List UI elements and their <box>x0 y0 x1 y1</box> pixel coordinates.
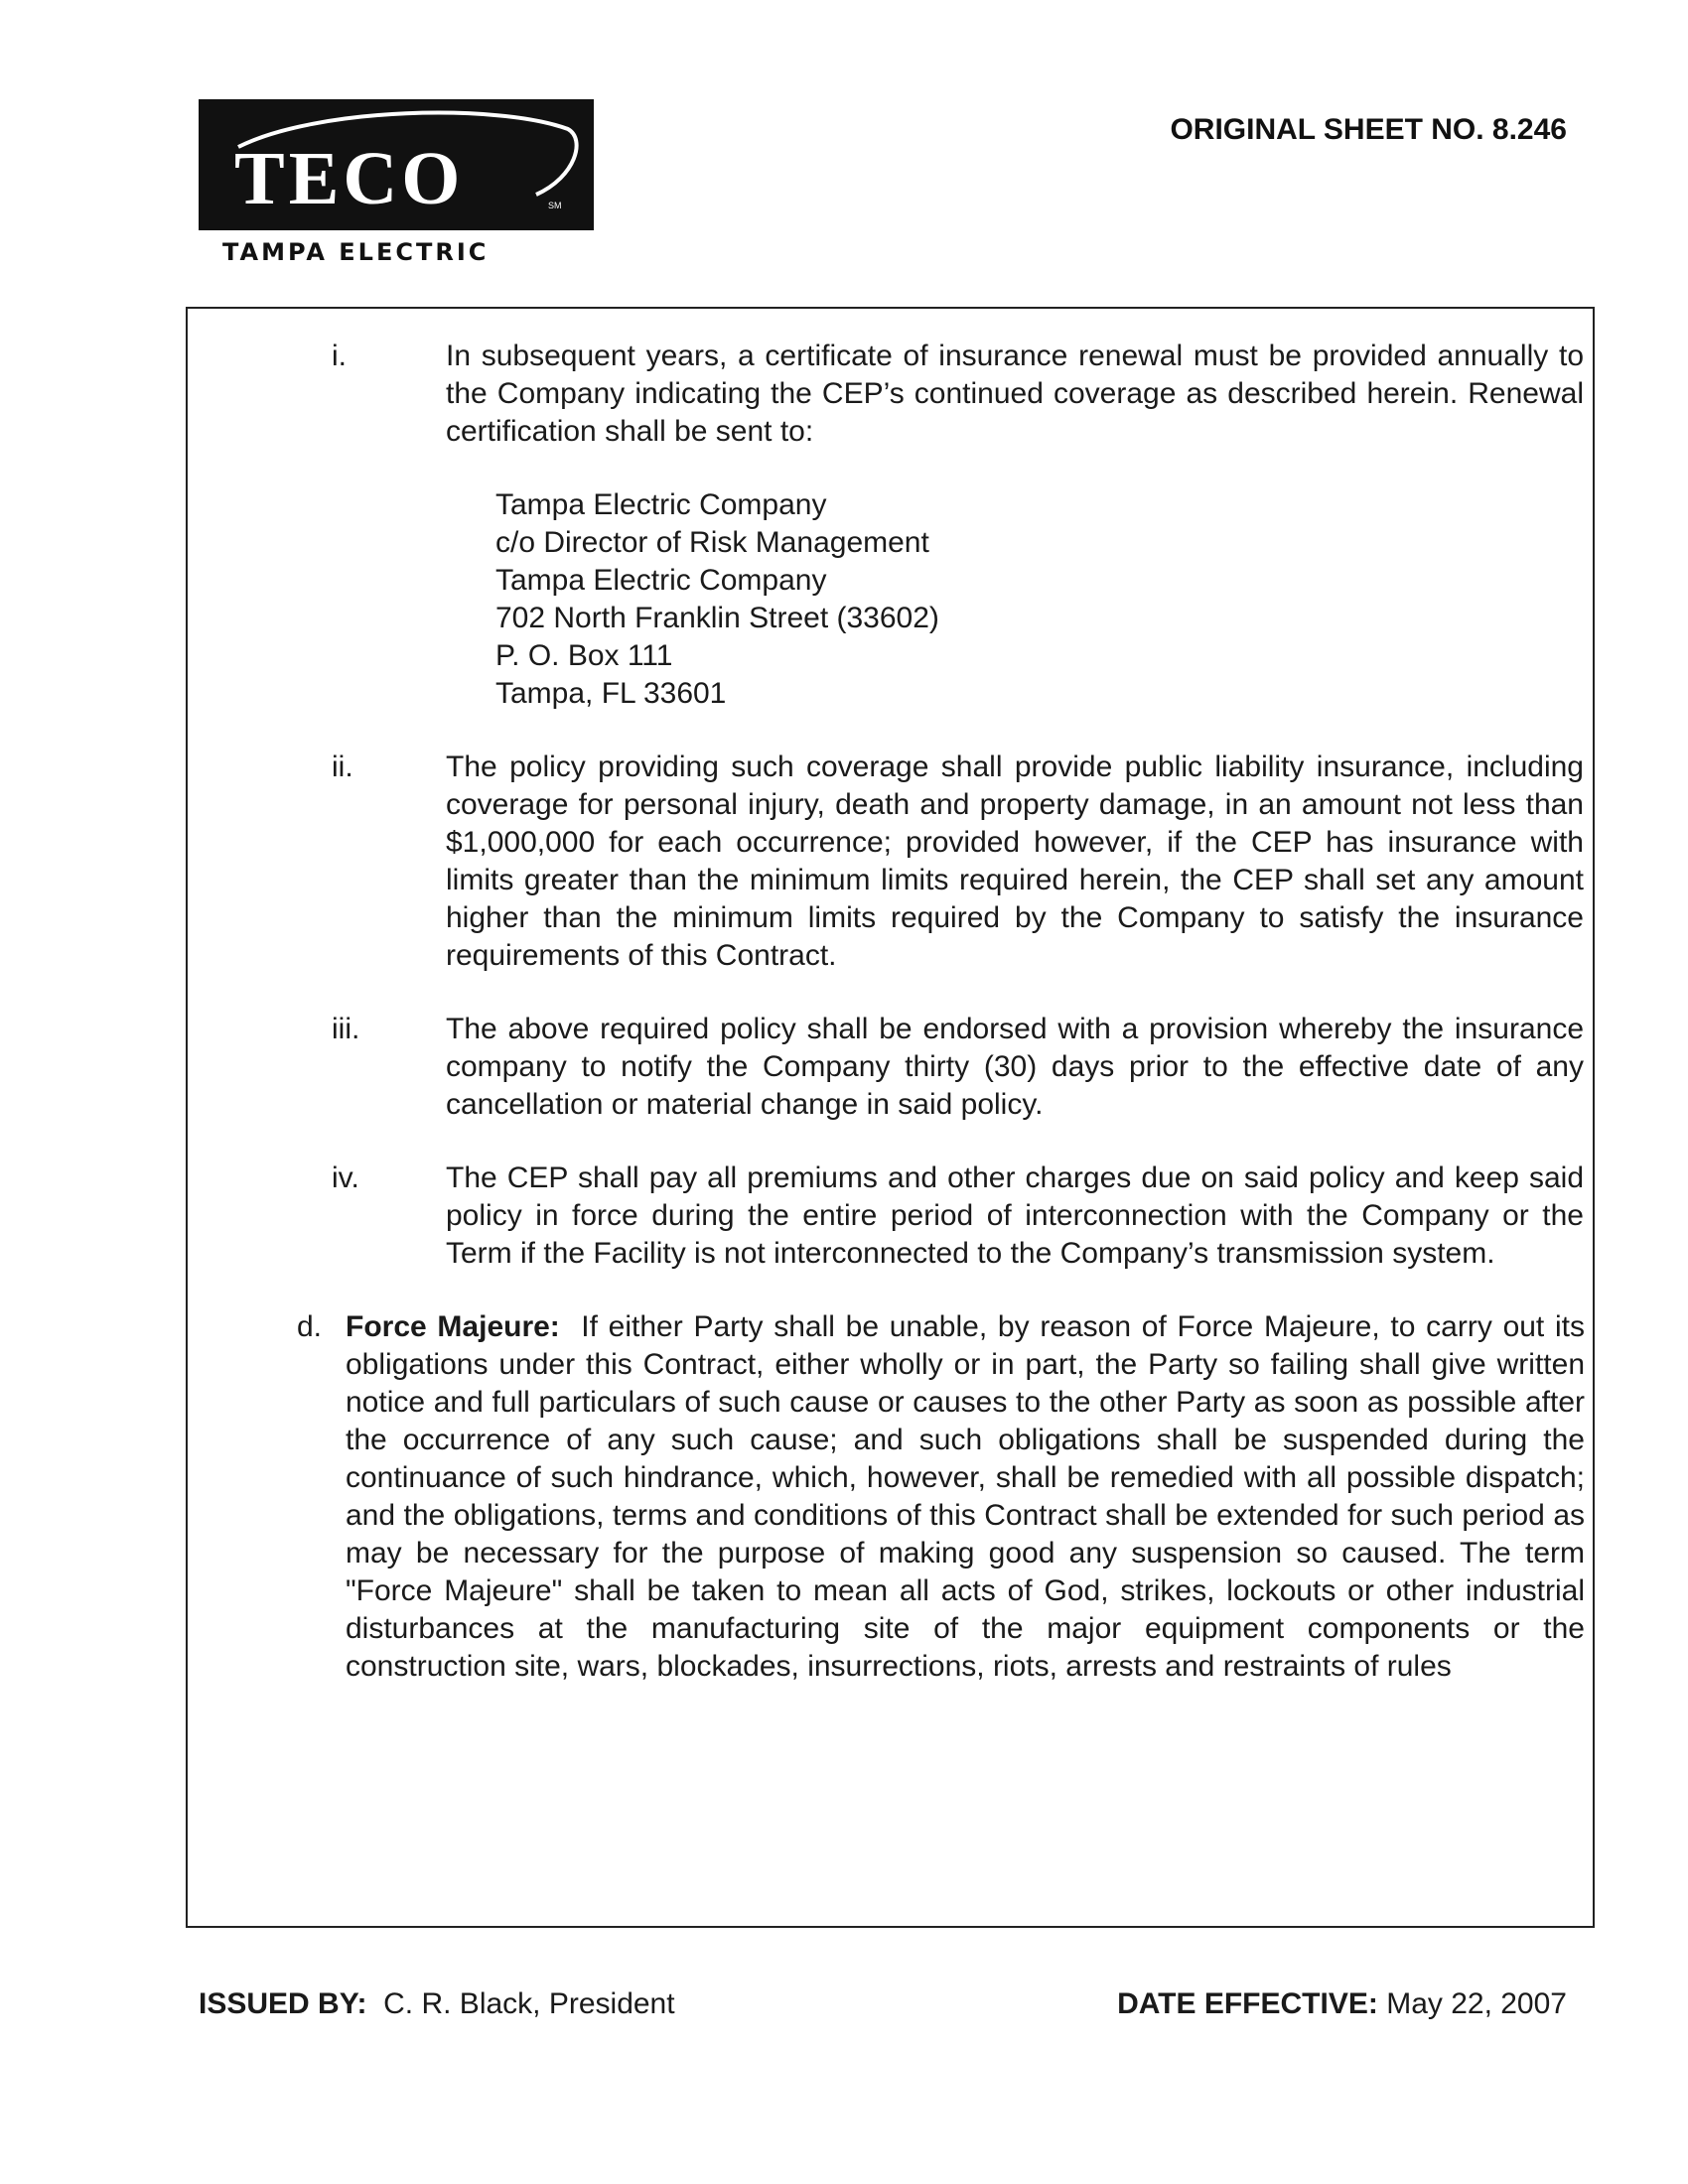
address-line: Tampa, FL 33601 <box>495 677 727 710</box>
clause-label: d. <box>297 1310 323 1343</box>
clause-ii <box>332 749 1584 975</box>
date-effective-value: May 22, 2007 <box>1386 1987 1567 2020</box>
clause-iv <box>332 1160 1584 1273</box>
clause-text <box>346 1308 1585 1686</box>
clause-body: If either Party shall be unable, by reason of Force Majeure, to carry out its obligations under this Contract, either wholly or in part, the Party so failing shall give written notice and full particulars of such cause or causes to the other Party as soon as possible after the occurrence of any such cause; and such obligations shall be suspended during the continuance of such hindrance, which, however, shall be remedied with all possible dispatch; and the obligations, terms and conditions of this Contract shall be extended for such period as may be necessary for the purpose of making good any suspension so caused. The term "Force Majeure" shall be taken to mean all acts of God, strikes, lockouts or other industrial disturbances at the manufacturing site of the major equipment components or the construction site, wars, blockades, insurrections, riots, arrests and restraints of rules <box>346 1310 1586 1683</box>
clause-d-force-majeure <box>297 1308 1586 1686</box>
address-line: 702 North Franklin Street (33602) <box>495 602 939 634</box>
clause-label: iv. <box>332 1161 359 1194</box>
document-body <box>186 338 1595 1686</box>
clause-heading: Force Majeure: <box>346 1310 560 1343</box>
clause-label: ii. <box>332 751 353 783</box>
issued-by-label: ISSUED BY: <box>199 1987 367 2020</box>
address-line: Tampa Electric Company <box>495 564 827 597</box>
sheet-number: ORIGINAL SHEET NO. 8.246 <box>1170 113 1567 146</box>
clause-label: i. <box>332 340 347 372</box>
clause-iii <box>332 1011 1584 1124</box>
clause-text: The CEP shall pay all premiums and other charges due on said policy and keep said policy in force during the entire period of interconnection with the Company or the Term if the Facility is not interconnected to the Company’s transmission system. <box>446 1161 1584 1270</box>
issued-by <box>199 1987 675 2021</box>
renewal-address <box>495 486 1595 713</box>
logo-subtitle: TAMPA ELECTRIC <box>222 238 490 266</box>
logo-service-mark: SM <box>548 201 562 210</box>
address-line: P. O. Box 111 <box>495 639 673 672</box>
clause-label: iii. <box>332 1013 360 1045</box>
clause-i <box>332 338 1584 451</box>
address-line: Tampa Electric Company <box>495 488 827 521</box>
clause-text: In subsequent years, a certificate of insurance renewal must be provided annually to the Company indicating the CEP’s continued coverage as described herein. Renewal certification shall be sent to: <box>446 340 1584 448</box>
address-line: c/o Director of Risk Management <box>495 526 929 559</box>
clause-text: The above required policy shall be endorsed with a provision whereby the insurance company to notify the Company thirty (30) days prior to the effective date of any cancellation or material change in said policy. <box>446 1013 1584 1121</box>
clause-text: The policy providing such coverage shall provide public liability insurance, including coverage for personal injury, death and property damage, in an amount not less than $1,000,000 for each occurrence; provided however, if the CEP has insurance with limits greater than the minimum limits required herein, the CEP shall set any amount higher than the minimum limits required by the Company to satisfy the insurance requirements of this Contract. <box>446 751 1584 972</box>
date-effective-label: DATE EFFECTIVE: <box>1117 1987 1378 2020</box>
logo-box <box>199 99 594 230</box>
date-effective <box>1117 1987 1567 2021</box>
logo-wordmark: TECO <box>234 137 465 220</box>
issued-by-value: C. R. Black, President <box>383 1987 675 2020</box>
